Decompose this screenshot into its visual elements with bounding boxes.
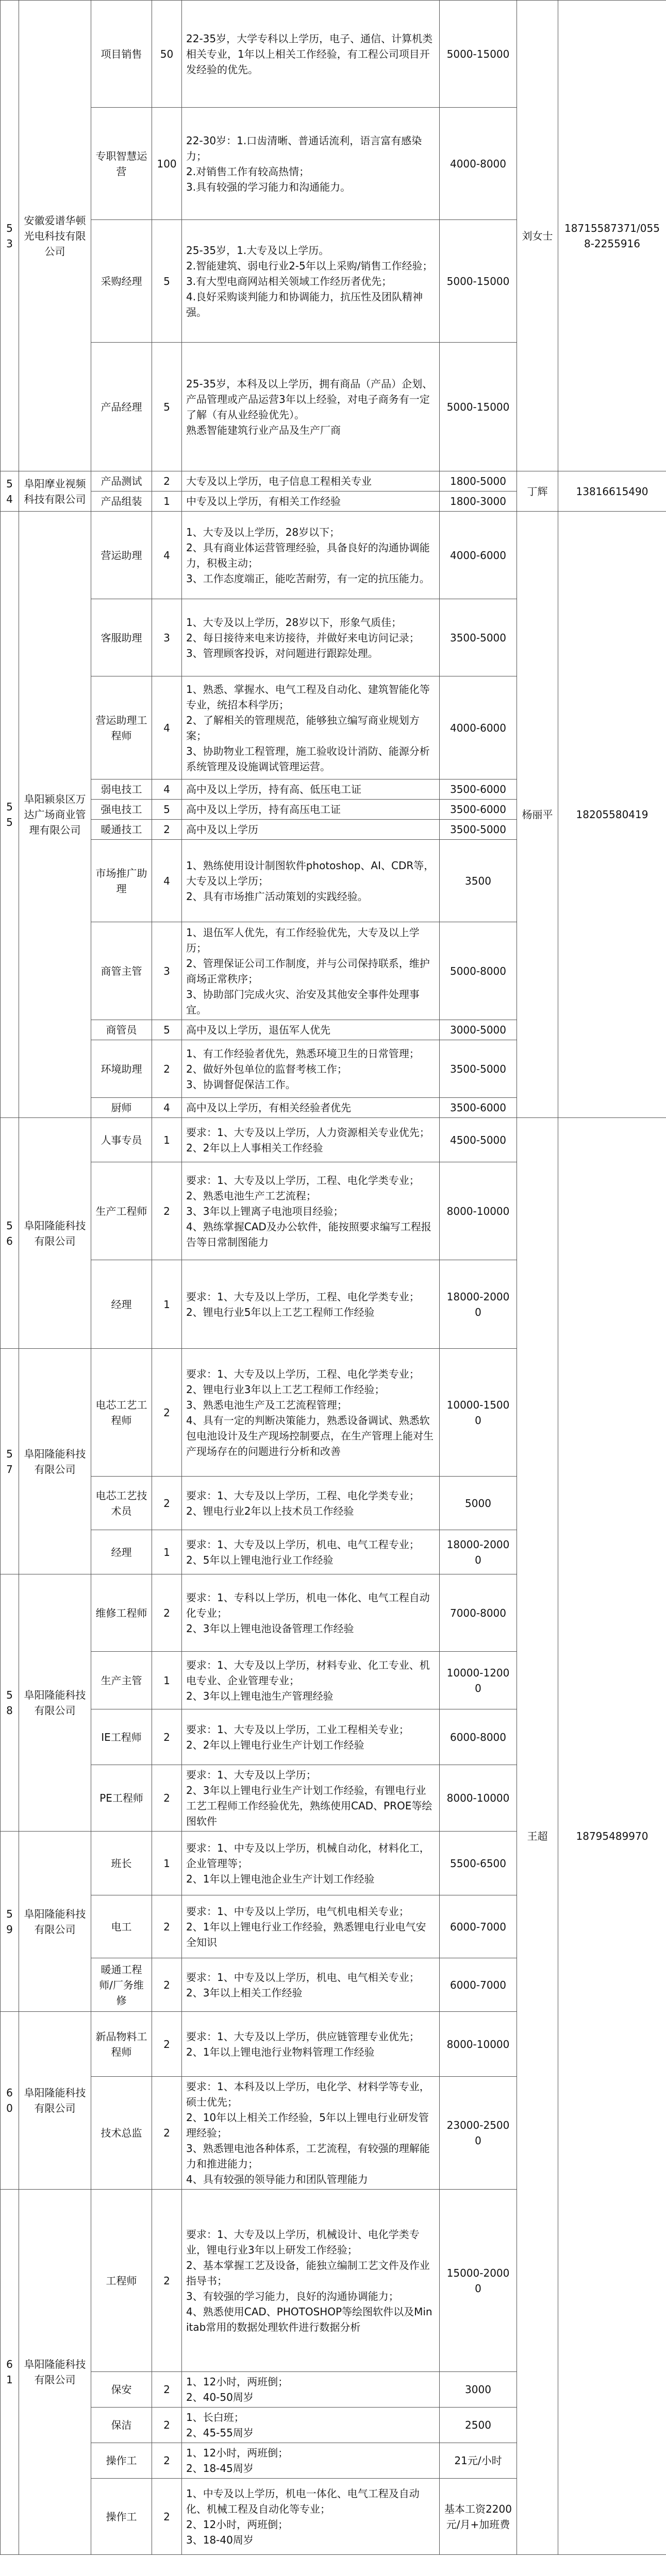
requirements-cell: 22-35岁，大学专科以上学历，电子、通信、计算机类相关专业，1年以上相关工作经验，有工程公司项目开发经验的优先。 bbox=[182, 1, 440, 108]
table-row bbox=[1, 512, 666, 599]
salary-cell: 5000-15000 bbox=[440, 1, 517, 108]
position-cell: 经理 bbox=[91, 1530, 152, 1574]
requirements-cell: 中专及以上学历，有相关工作经验 bbox=[182, 492, 440, 512]
row-number-cell: 58 bbox=[1, 1574, 19, 1832]
row-number-cell: 61 bbox=[1, 2190, 19, 2555]
requirements-cell: 高中及以上学历 bbox=[182, 820, 440, 840]
position-cell: 产品测试 bbox=[91, 471, 152, 492]
headcount-cell: 2 bbox=[152, 1040, 182, 1098]
salary-cell: 3000 bbox=[440, 2372, 517, 2408]
requirements-cell: 25-35岁，本科及以上学历，拥有商品（产品）企划、产品管理或产品运营3年以上经验，对电子商务有一定了解（有从业经验优先）。 熟悉智能建筑行业产品及生产厂商 bbox=[182, 343, 440, 471]
position-cell: 工程师 bbox=[91, 2190, 152, 2372]
salary-cell: 2500 bbox=[440, 2408, 517, 2443]
headcount-cell: 50 bbox=[152, 1, 182, 108]
position-cell: 商管员 bbox=[91, 1020, 152, 1040]
requirements-cell: 高中及以上学历，有相关经验者优先 bbox=[182, 1098, 440, 1118]
requirements-cell: 要求：1、中专及以上学历，机械自动化，材料化工，企业管理等； 2、1年以上锂电池企业生产计划工作经验 bbox=[182, 1832, 440, 1895]
position-cell: 项目销售 bbox=[91, 1, 152, 108]
position-cell: 电芯工艺工程师 bbox=[91, 1349, 152, 1477]
table-row bbox=[1, 471, 666, 492]
requirements-cell: 1、长白班； 2、45-55周岁 bbox=[182, 2408, 440, 2443]
salary-cell: 23000-25000 bbox=[440, 2077, 517, 2190]
headcount-cell: 5 bbox=[152, 220, 182, 343]
position-cell: 保安 bbox=[91, 2372, 152, 2408]
requirements-cell: 1、熟练使用设计制图软件photoshop、AI、CDR等，大专及以上学历； 2、具有市场推广活动策划的实践经验。 bbox=[182, 840, 440, 922]
salary-cell: 6000-8000 bbox=[440, 1709, 517, 1765]
requirements-cell: 高中及以上学历，退伍军人优先 bbox=[182, 1020, 440, 1040]
contact-person-cell: 刘女士 bbox=[517, 1, 558, 471]
contact-person-cell: 杨丽平 bbox=[517, 512, 558, 1118]
headcount-cell: 4 bbox=[152, 840, 182, 922]
company-name-cell: 阜阳隆能科技有限公司 bbox=[19, 2190, 91, 2555]
salary-cell: 10000-12000 bbox=[440, 1652, 517, 1709]
headcount-cell: 2 bbox=[152, 2443, 182, 2479]
salary-cell: 3500 bbox=[440, 840, 517, 922]
salary-cell: 8000-10000 bbox=[440, 2012, 517, 2077]
requirements-cell: 要求：1、大专及以上学历； 2、3年以上锂电行业生产计划工作经验，有锂电行业工艺工程师工作经验优先，熟练使用CAD、PROE等绘图软件 bbox=[182, 1765, 440, 1832]
salary-cell: 7000-8000 bbox=[440, 1574, 517, 1652]
requirements-cell: 大专及以上学历，电子信息工程相关专业 bbox=[182, 471, 440, 492]
headcount-cell: 4 bbox=[152, 1098, 182, 1118]
headcount-cell: 3 bbox=[152, 922, 182, 1020]
salary-cell: 3500-5000 bbox=[440, 599, 517, 676]
headcount-cell: 1 bbox=[152, 1832, 182, 1895]
salary-cell: 3500-5000 bbox=[440, 820, 517, 840]
position-cell: 电芯工艺技术员 bbox=[91, 1477, 152, 1530]
contact-phone-cell: 18715587371/0558-2255916 bbox=[558, 1, 666, 471]
salary-cell: 6000-7000 bbox=[440, 1958, 517, 2012]
position-cell: 弱电技工 bbox=[91, 779, 152, 800]
position-cell: 人事专员 bbox=[91, 1118, 152, 1162]
salary-cell: 8000-10000 bbox=[440, 1765, 517, 1832]
requirements-cell: 要求：1、大专及以上学历，机电、电气工程专业； 2、5年以上锂电池行业工作经验 bbox=[182, 1530, 440, 1574]
requirements-cell: 要求：1、中专及以上学历，电气机电相关专业； 2、1年以上锂电行业工作经验，熟悉锂电行业电气安全知识 bbox=[182, 1895, 440, 1958]
salary-cell: 4000-6000 bbox=[440, 676, 517, 779]
requirements-cell: 1、退伍军人优先，有工作经验优先，大专及以上学历； 2、管理保证公司工作制度，并与公司保持联系，维护商场正常秩序； 3、协助部门完成火灾、治安及其他安全事件处理事宜。 bbox=[182, 922, 440, 1020]
salary-cell: 5000 bbox=[440, 1477, 517, 1530]
salary-cell: 5000-15000 bbox=[440, 343, 517, 471]
contact-phone-cell: 18205580419 bbox=[558, 512, 666, 1118]
company-name-cell: 阜阳摩业视频科技有限公司 bbox=[19, 471, 91, 512]
requirements-cell: 高中及以上学历，持有高、低压电工证 bbox=[182, 779, 440, 800]
headcount-cell: 2 bbox=[152, 2012, 182, 2077]
position-cell: 操作工 bbox=[91, 2479, 152, 2555]
headcount-cell: 5 bbox=[152, 343, 182, 471]
requirements-cell: 要求：1、大专及以上学历，工程、电化学类专业； 2、锂电行业3年以上工艺工程师工作经验； 3、熟悉电池生产及工艺流程管理； 4、具有一定的判断决策能力，熟悉设备调试、熟悉软包电池设计及生产现场控制要点，在生产管理上能对生产现场存在的问题进行分析和改善 bbox=[182, 1349, 440, 1477]
position-cell: 客服助理 bbox=[91, 599, 152, 676]
salary-cell: 8000-10000 bbox=[440, 1162, 517, 1260]
headcount-cell: 4 bbox=[152, 676, 182, 779]
position-cell: 电工 bbox=[91, 1895, 152, 1958]
position-cell: 产品经理 bbox=[91, 343, 152, 471]
position-cell: 产品组装 bbox=[91, 492, 152, 512]
salary-cell: 4000-8000 bbox=[440, 108, 517, 220]
headcount-cell: 100 bbox=[152, 108, 182, 220]
headcount-cell: 1 bbox=[152, 1260, 182, 1349]
requirements-cell: 1、大专及以上学历，28岁以下； 2、具有商业体运营管理经验，具备良好的沟通协调能力，积极主动； 3、工作态度端正，能吃苦耐劳，有一定的抗压能力。 bbox=[182, 512, 440, 599]
salary-cell: 6000-7000 bbox=[440, 1895, 517, 1958]
company-name-cell: 阜阳隆能科技有限公司 bbox=[19, 1349, 91, 1574]
position-cell: 强电技工 bbox=[91, 800, 152, 820]
contact-person-cell: 王超 bbox=[517, 1118, 558, 2555]
salary-cell: 1800-3000 bbox=[440, 492, 517, 512]
salary-cell: 5500-6500 bbox=[440, 1832, 517, 1895]
headcount-cell: 2 bbox=[152, 1958, 182, 2012]
headcount-cell: 2 bbox=[152, 1574, 182, 1652]
salary-cell: 3000-5000 bbox=[440, 1020, 517, 1040]
requirements-cell: 25-35岁，1.大专及以上学历。 2.智能建筑、弱电行业2-5年以上采购/销售工作经验； 3.有大型电商网站相关领域工作经历者优先； 4.良好采购谈判能力和协调能力，抗压性及团队精神强。 bbox=[182, 220, 440, 343]
salary-cell: 基本工资2200元/月+加班费 bbox=[440, 2479, 517, 2555]
position-cell: 班长 bbox=[91, 1832, 152, 1895]
headcount-cell: 4 bbox=[152, 512, 182, 599]
headcount-cell: 2 bbox=[152, 1765, 182, 1832]
company-name-cell: 阜阳隆能科技有限公司 bbox=[19, 1832, 91, 2012]
row-number-cell: 55 bbox=[1, 512, 19, 1118]
position-cell: 维修工程师 bbox=[91, 1574, 152, 1652]
salary-cell: 5000-8000 bbox=[440, 922, 517, 1020]
row-number-cell: 60 bbox=[1, 2012, 19, 2190]
salary-cell: 5000-15000 bbox=[440, 220, 517, 343]
salary-cell: 4000-6000 bbox=[440, 512, 517, 599]
salary-cell: 3500-6000 bbox=[440, 1098, 517, 1118]
headcount-cell: 2 bbox=[152, 820, 182, 840]
company-name-cell: 阜阳隆能科技有限公司 bbox=[19, 1574, 91, 1832]
headcount-cell: 2 bbox=[152, 1895, 182, 1958]
position-cell: 厨师 bbox=[91, 1098, 152, 1118]
position-cell: 采购经理 bbox=[91, 220, 152, 343]
requirements-cell: 要求：1、大专及以上学历，工业工程相关专业； 2、2年以上锂电行业生产计划工作经验 bbox=[182, 1709, 440, 1765]
requirements-cell: 要求：1、大专及以上学历，工程、电化学类专业； 2、锂电行业2年以上技术员工作经验 bbox=[182, 1477, 440, 1530]
requirements-cell: 要求：1、本科及以上学历，电化学、材料学等专业，硕士优先； 2、10年以上相关工作经验，5年以上锂电行业研发管理经验； 3、熟悉锂电池各种体系，工艺流程，有较强的理解能力和推进能力； 4、具有较强的领导能力和团队管理能力 bbox=[182, 2077, 440, 2190]
company-name-cell: 安徽爱谱华顿光电科技有限公司 bbox=[19, 1, 91, 471]
headcount-cell: 4 bbox=[152, 779, 182, 800]
row-number-cell: 54 bbox=[1, 471, 19, 512]
contact-person-cell: 丁辉 bbox=[517, 471, 558, 512]
position-cell: 新品物料工程师 bbox=[91, 2012, 152, 2077]
requirements-cell: 要求：1、中专及以上学历，机电、电气相关专业； 2、3年以上相关工作经验 bbox=[182, 1958, 440, 2012]
salary-cell: 18000-20000 bbox=[440, 1530, 517, 1574]
salary-cell: 3500-6000 bbox=[440, 800, 517, 820]
company-name-cell: 阜阳颍泉区万达广场商业管理有限公司 bbox=[19, 512, 91, 1118]
contact-phone-cell: 18795489970 bbox=[558, 1118, 666, 2555]
headcount-cell: 1 bbox=[152, 1530, 182, 1574]
position-cell: 保洁 bbox=[91, 2408, 152, 2443]
salary-cell: 4500-5000 bbox=[440, 1118, 517, 1162]
position-cell: 专职智慧运营 bbox=[91, 108, 152, 220]
headcount-cell: 2 bbox=[152, 2190, 182, 2372]
row-number-cell: 59 bbox=[1, 1832, 19, 2012]
requirements-cell: 要求：1、大专及以上学历，工程、电化学类专业； 2、熟悉电池生产工艺流程； 3、3年以上锂离子电池项目经验； 4、熟练掌握CAD及办公软件，能按照要求编写工程报告等日常制图能力 bbox=[182, 1162, 440, 1260]
headcount-cell: 2 bbox=[152, 1349, 182, 1477]
requirements-cell: 1、12小时，两班倒； 2、18-45周岁 bbox=[182, 2443, 440, 2479]
position-cell: 营运助理 bbox=[91, 512, 152, 599]
position-cell: 技术总监 bbox=[91, 2077, 152, 2190]
headcount-cell: 2 bbox=[152, 2077, 182, 2190]
salary-cell: 3500-6000 bbox=[440, 779, 517, 800]
requirements-cell: 22-30岁：1.口齿清晰、普通话流利，语言富有感染力； 2.对销售工作有较高热情； 3.具有较强的学习能力和沟通能力。 bbox=[182, 108, 440, 220]
requirements-cell: 要求：1、大专及以上学历，工程、电化学类专业； 2、锂电行业5年以上工艺工程师工作经验 bbox=[182, 1260, 440, 1349]
headcount-cell: 5 bbox=[152, 800, 182, 820]
headcount-cell: 3 bbox=[152, 599, 182, 676]
headcount-cell: 1 bbox=[152, 1118, 182, 1162]
salary-cell: 21元/小时 bbox=[440, 2443, 517, 2479]
position-cell: 暖通工程师/厂务维修 bbox=[91, 1958, 152, 2012]
salary-cell: 3500-5000 bbox=[440, 1040, 517, 1098]
salary-cell: 15000-20000 bbox=[440, 2190, 517, 2372]
headcount-cell: 2 bbox=[152, 2372, 182, 2408]
headcount-cell: 2 bbox=[152, 1477, 182, 1530]
headcount-cell: 2 bbox=[152, 2408, 182, 2443]
salary-cell: 18000-20000 bbox=[440, 1260, 517, 1349]
headcount-cell: 1 bbox=[152, 492, 182, 512]
position-cell: 环境助理 bbox=[91, 1040, 152, 1098]
row-number-cell: 56 bbox=[1, 1118, 19, 1349]
headcount-cell: 1 bbox=[152, 1652, 182, 1709]
contact-phone-cell: 13816615490 bbox=[558, 471, 666, 512]
requirements-cell: 要求：1、大专及以上学历，人力资源相关专业优先； 2、2年以上人事相关工作经验 bbox=[182, 1118, 440, 1162]
headcount-cell: 2 bbox=[152, 471, 182, 492]
table-row bbox=[1, 1, 666, 108]
table-row bbox=[1, 1118, 666, 1162]
position-cell: 营运助理工程师 bbox=[91, 676, 152, 779]
headcount-cell: 2 bbox=[152, 1709, 182, 1765]
requirements-cell: 要求：1、大专及以上学历，材料专业、化工专业、机电专业、企业管理专业； 2、3年以上锂电池生产管理经验 bbox=[182, 1652, 440, 1709]
requirements-cell: 1、大专及以上学历，28岁以下，形象气质佳； 2、每日接待来电来访接待，并做好来电访问记录； 3、管理顾客投诉，对问题进行跟踪处理。 bbox=[182, 599, 440, 676]
requirements-cell: 要求：1、大专及以上学历，机械设计、电化学类专业，锂电行业3年以上研发工作经验； 2、基本掌握工艺及设备，能独立编制工艺文件及作业指导书； 3、有较强的学习能力，良好的沟通协调能力； 4、熟悉使用CAD、PHOTOSHOP等绘图软件以及Minitab常用的数据处理软件进行数据分析 bbox=[182, 2190, 440, 2372]
headcount-cell: 2 bbox=[152, 1162, 182, 1260]
requirements-cell: 要求：1、专科以上学历，机电一体化、电气工程自动化专业； 2、3年以上锂电池设备管理工作经验 bbox=[182, 1574, 440, 1652]
company-name-cell: 阜阳隆能科技有限公司 bbox=[19, 1118, 91, 1349]
requirements-cell: 1、熟悉、掌握水、电气工程及自动化、建筑智能化等专业，统招本科学历； 2、了解相关的管理规范，能够独立编写商业规划方案； 3、协助物业工程管理，施工验收设计消防、能源分析系统管理及设施调试管理运营。 bbox=[182, 676, 440, 779]
headcount-cell: 5 bbox=[152, 1020, 182, 1040]
row-number-cell: 53 bbox=[1, 1, 19, 471]
position-cell: 生产工程师 bbox=[91, 1162, 152, 1260]
requirements-cell: 1、有工作经验者优先，熟悉环境卫生的日常管理； 2、做好外包单位的监督考核工作； 3、协调督促保洁工作。 bbox=[182, 1040, 440, 1098]
requirements-cell: 1、中专及以上学历，机电一体化、电气工程及自动化、机械工程及自动化等专业； 2、12小时，两班倒； 3、18-40周岁 bbox=[182, 2479, 440, 2555]
position-cell: 经理 bbox=[91, 1260, 152, 1349]
requirements-cell: 1、12小时，两班倒； 2、40-50周岁 bbox=[182, 2372, 440, 2408]
position-cell: IE工程师 bbox=[91, 1709, 152, 1765]
position-cell: PE工程师 bbox=[91, 1765, 152, 1832]
position-cell: 操作工 bbox=[91, 2443, 152, 2479]
headcount-cell: 2 bbox=[152, 2479, 182, 2555]
position-cell: 商管主管 bbox=[91, 922, 152, 1020]
salary-cell: 10000-15000 bbox=[440, 1349, 517, 1477]
position-cell: 暖通技工 bbox=[91, 820, 152, 840]
row-number-cell: 57 bbox=[1, 1349, 19, 1574]
position-cell: 市场推广助理 bbox=[91, 840, 152, 922]
salary-cell: 1800-5000 bbox=[440, 471, 517, 492]
position-cell: 生产主管 bbox=[91, 1652, 152, 1709]
company-name-cell: 阜阳隆能科技有限公司 bbox=[19, 2012, 91, 2190]
requirements-cell: 要求：1、大专及以上学历，供应链管理专业优先； 2、1年以上锂电池行业物料管理工作经验 bbox=[182, 2012, 440, 2077]
requirements-cell: 高中及以上学历，持有高压电工证 bbox=[182, 800, 440, 820]
